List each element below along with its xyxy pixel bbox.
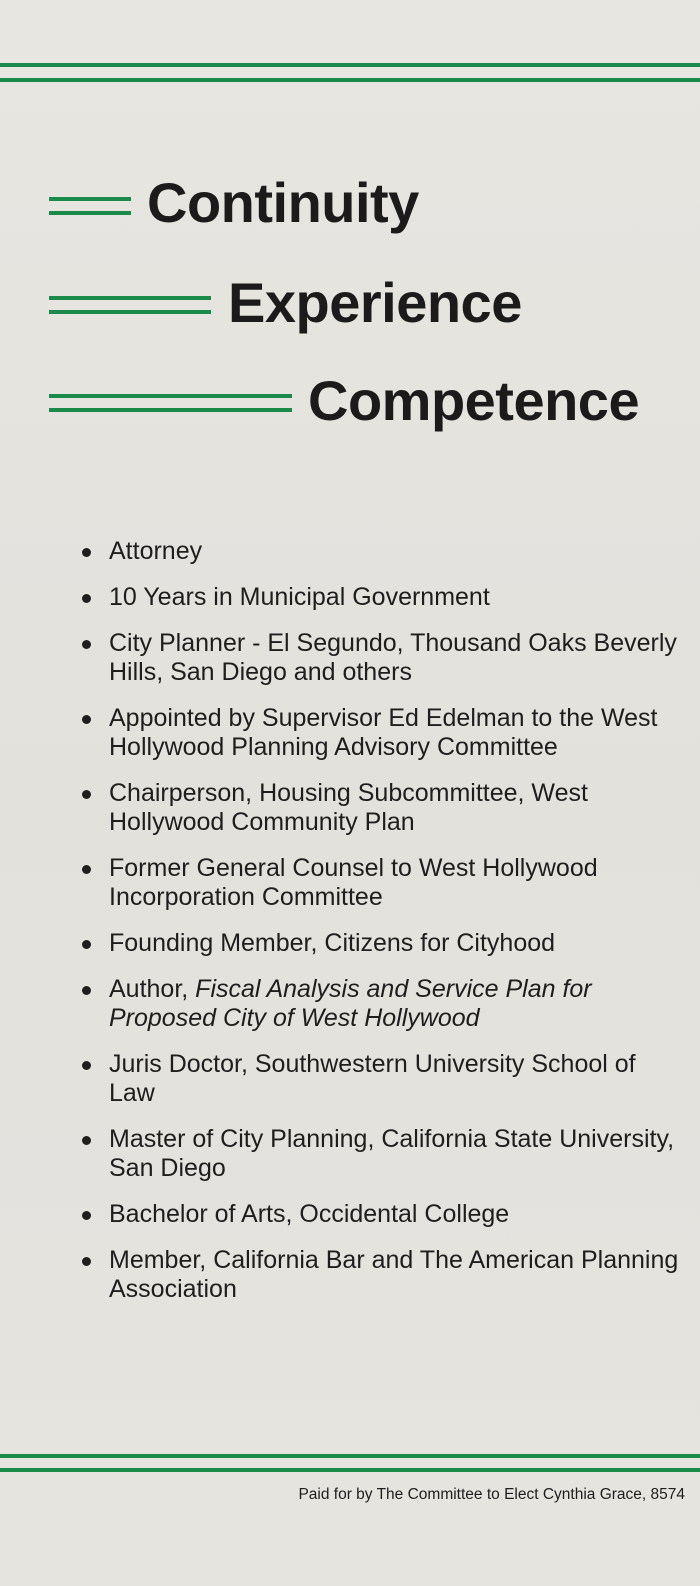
list-item — [80, 929, 680, 958]
heading-continuity: Continuity — [147, 171, 419, 234]
bullet-icon — [82, 1257, 91, 1266]
list-item — [80, 779, 680, 837]
accent-line — [49, 408, 292, 412]
bullet-icon — [82, 940, 91, 949]
list-item — [80, 1050, 680, 1108]
list-item — [80, 1125, 680, 1183]
accent-line — [49, 394, 292, 398]
bullet-icon — [82, 865, 91, 874]
list-item-text: Member, California Bar and The American Planning Association — [109, 1246, 679, 1303]
bullet-icon — [82, 1211, 91, 1220]
bullet-icon — [82, 1136, 91, 1145]
list-item-text: Founding Member, Citizens for Cityhood — [109, 929, 556, 957]
rule-line — [0, 78, 700, 82]
accent-line — [49, 296, 211, 300]
list-item — [80, 537, 680, 566]
list-item — [80, 704, 680, 762]
heading-competence: Competence — [308, 369, 640, 432]
accent-line — [49, 211, 131, 215]
list-item-prefix: Author, — [109, 975, 196, 1003]
list-item-text: Chairperson, Housing Subcommittee, West Hollywood Community Plan — [109, 779, 588, 836]
list-item-text: 10 Years in Municipal Government — [109, 583, 490, 611]
list-item-text: Appointed by Supervisor Ed Edelman to the West Hollywood Planning Advisory Committee — [109, 704, 658, 761]
bullet-icon — [82, 548, 91, 557]
bullet-icon — [82, 594, 91, 603]
rule-line — [0, 1468, 700, 1472]
bullet-icon — [82, 986, 91, 995]
accent-line — [49, 310, 211, 314]
list-item-text: Bachelor of Arts, Occidental College — [109, 1200, 510, 1228]
bullet-icon — [82, 790, 91, 799]
rule-line — [0, 1454, 700, 1458]
list-item — [80, 629, 680, 687]
publication-title: Fiscal Analysis and Service Plan for Proposed City of West Hollywood — [109, 975, 592, 1032]
heading-experience: Experience — [228, 271, 522, 334]
bullet-icon — [82, 1061, 91, 1070]
rule-line — [0, 63, 700, 67]
list-item — [80, 583, 680, 612]
list-item-text: City Planner - El Segundo, Thousand Oaks Beverly Hills, San Diego and others — [109, 629, 677, 686]
list-item-text: Juris Doctor, Southwestern University School of Law — [109, 1050, 636, 1107]
list-item-text: Attorney — [109, 537, 203, 565]
bullet-icon — [82, 640, 91, 649]
paid-for-disclaimer: Paid for by The Committee to Elect Cynthia Grace, 8574 — [298, 1486, 685, 1503]
list-item — [80, 975, 680, 1033]
list-item-text: Master of City Planning, California State University, San Diego — [109, 1125, 675, 1182]
qualifications-list — [80, 537, 680, 1321]
list-item — [80, 1200, 680, 1229]
list-item-text: Former General Counsel to West Hollywood Incorporation Committee — [109, 854, 598, 911]
list-item — [80, 854, 680, 912]
bullet-icon — [82, 715, 91, 724]
list-item — [80, 1246, 680, 1304]
accent-line — [49, 197, 131, 201]
